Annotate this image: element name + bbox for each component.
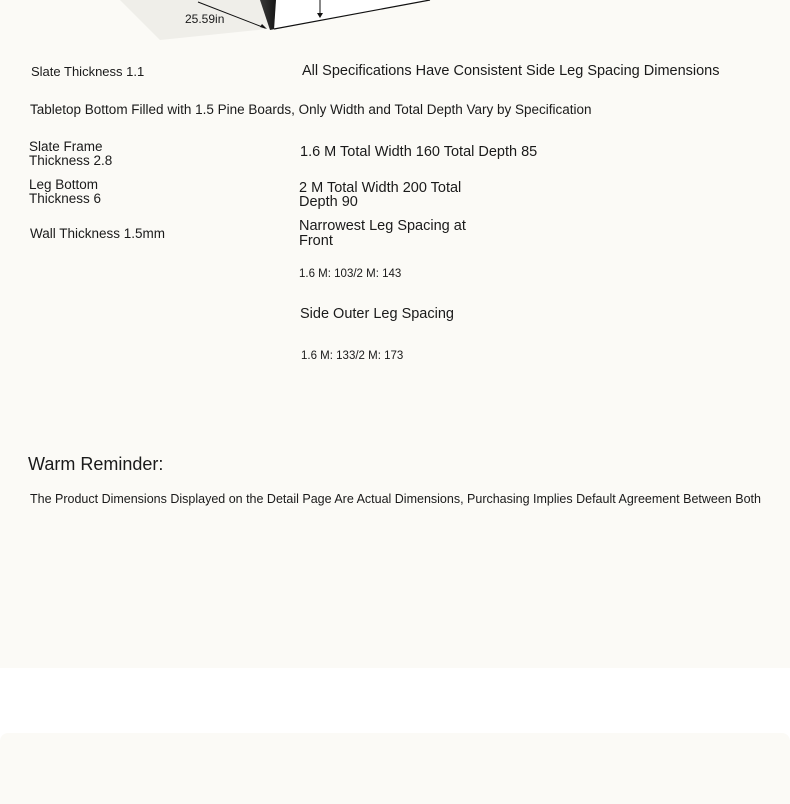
- slate-thickness-label: Slate Thickness 1.1: [31, 64, 145, 79]
- side-outer-leg-spacing-label: Side Outer Leg Spacing: [300, 306, 454, 322]
- side-outer-leg-spacing-values: 1.6 M: 133/2 M: 173: [301, 350, 404, 362]
- warm-reminder-title: Warm Reminder:: [28, 454, 164, 474]
- narrowest-leg-spacing-label: Narrowest Leg Spacing at Front: [299, 218, 466, 249]
- tabletop-bottom-note: Tabletop Bottom Filled with 1.5 Pine Boards, Only Width and Total Depth Vary by Specification: [30, 102, 592, 117]
- warm-reminder-body: The Product Dimensions Displayed on the Detail Page Are Actual Dimensions, Purchasing Implies Default Agreement Between Both: [30, 492, 761, 506]
- table-leg-illustration: [120, 0, 540, 56]
- size-1-6m-spec: 1.6 M Total Width 160 Total Depth 85: [300, 144, 538, 160]
- narrowest-leg-spacing-values: 1.6 M: 103/2 M: 143: [299, 268, 402, 280]
- wall-thickness-label: Wall Thickness 1.5mm: [30, 226, 166, 241]
- leg-bottom-thickness-label: Leg Bottom Thickness 6: [29, 177, 102, 206]
- next-section-panel: [0, 733, 790, 804]
- size-2m-spec: 2 M Total Width 200 Total Depth 90: [299, 180, 462, 210]
- dimension-label: 25.59in: [185, 12, 225, 26]
- all-specs-note: All Specifications Have Consistent Side Leg Spacing Dimensions: [302, 63, 720, 79]
- slate-frame-thickness-label: Slate Frame Thickness 2.8: [29, 139, 113, 168]
